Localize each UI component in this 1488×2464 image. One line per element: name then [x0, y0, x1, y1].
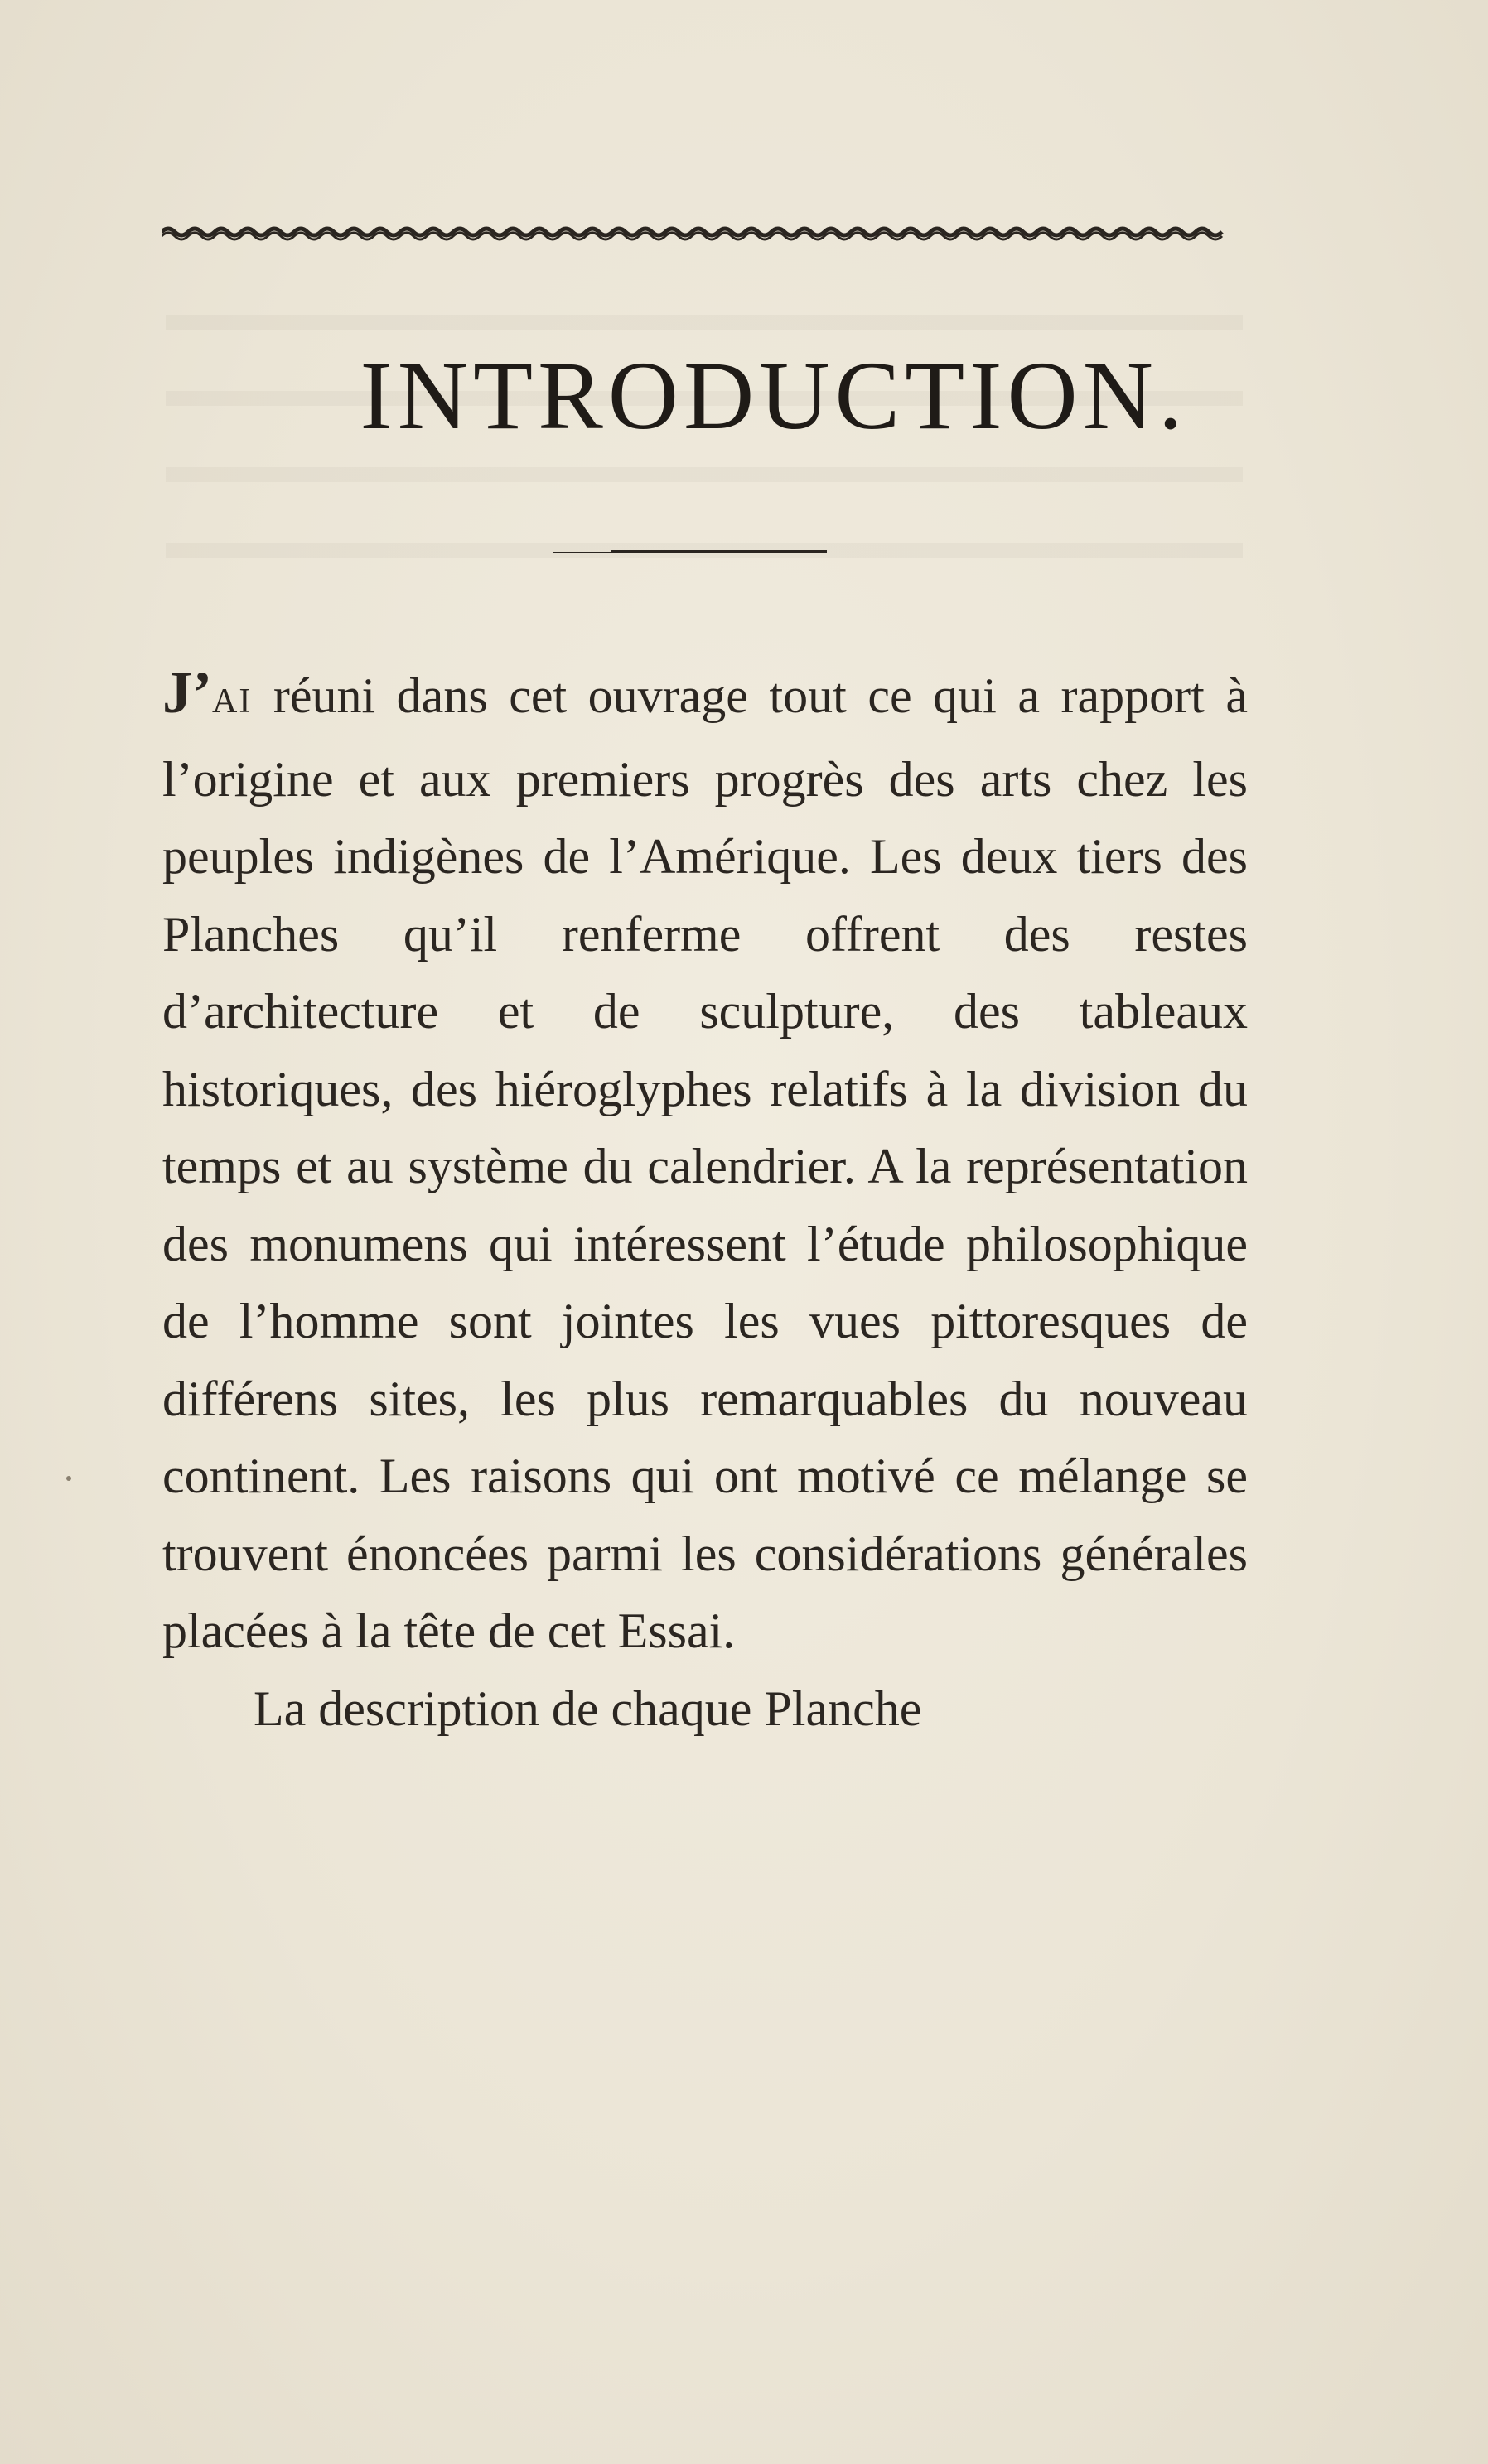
paragraph-text: La description de chaque Planche	[254, 1680, 922, 1736]
paragraph-text: réuni dans cet ouvrage tout ce qui a rapport à l’origine et aux premiers progrès des arts chez les peuples indigènes de l’Amérique. Les deux tiers des Planches qu’il renferme offrent des restes d’architecture et de sculpture, des tableaux historiques, des hiéroglyphes relatifs à la division du temps et au système du calendrier. A la représentation des monumens qui intéressent l’étude philosophique de l’homme sont jointes les vues pittoresques de différens sites, les plus remarquables du nouveau continent. Les raisons qui ont motivé ce mélange se trouvent énoncées parmi les considérations générales placées à la tête de cet Essai.	[162, 668, 1248, 1658]
small-caps: AI	[211, 682, 253, 721]
title-underline-rule	[553, 548, 827, 557]
page-title: INTRODUCTION.	[360, 341, 1188, 450]
drop-cap: J’	[162, 659, 212, 726]
ornamental-wavy-rule	[162, 225, 1226, 242]
paragraph	[162, 654, 1248, 1671]
body-text	[162, 654, 1248, 1748]
paragraph	[162, 1671, 1248, 1748]
margin-speck	[66, 1476, 71, 1481]
